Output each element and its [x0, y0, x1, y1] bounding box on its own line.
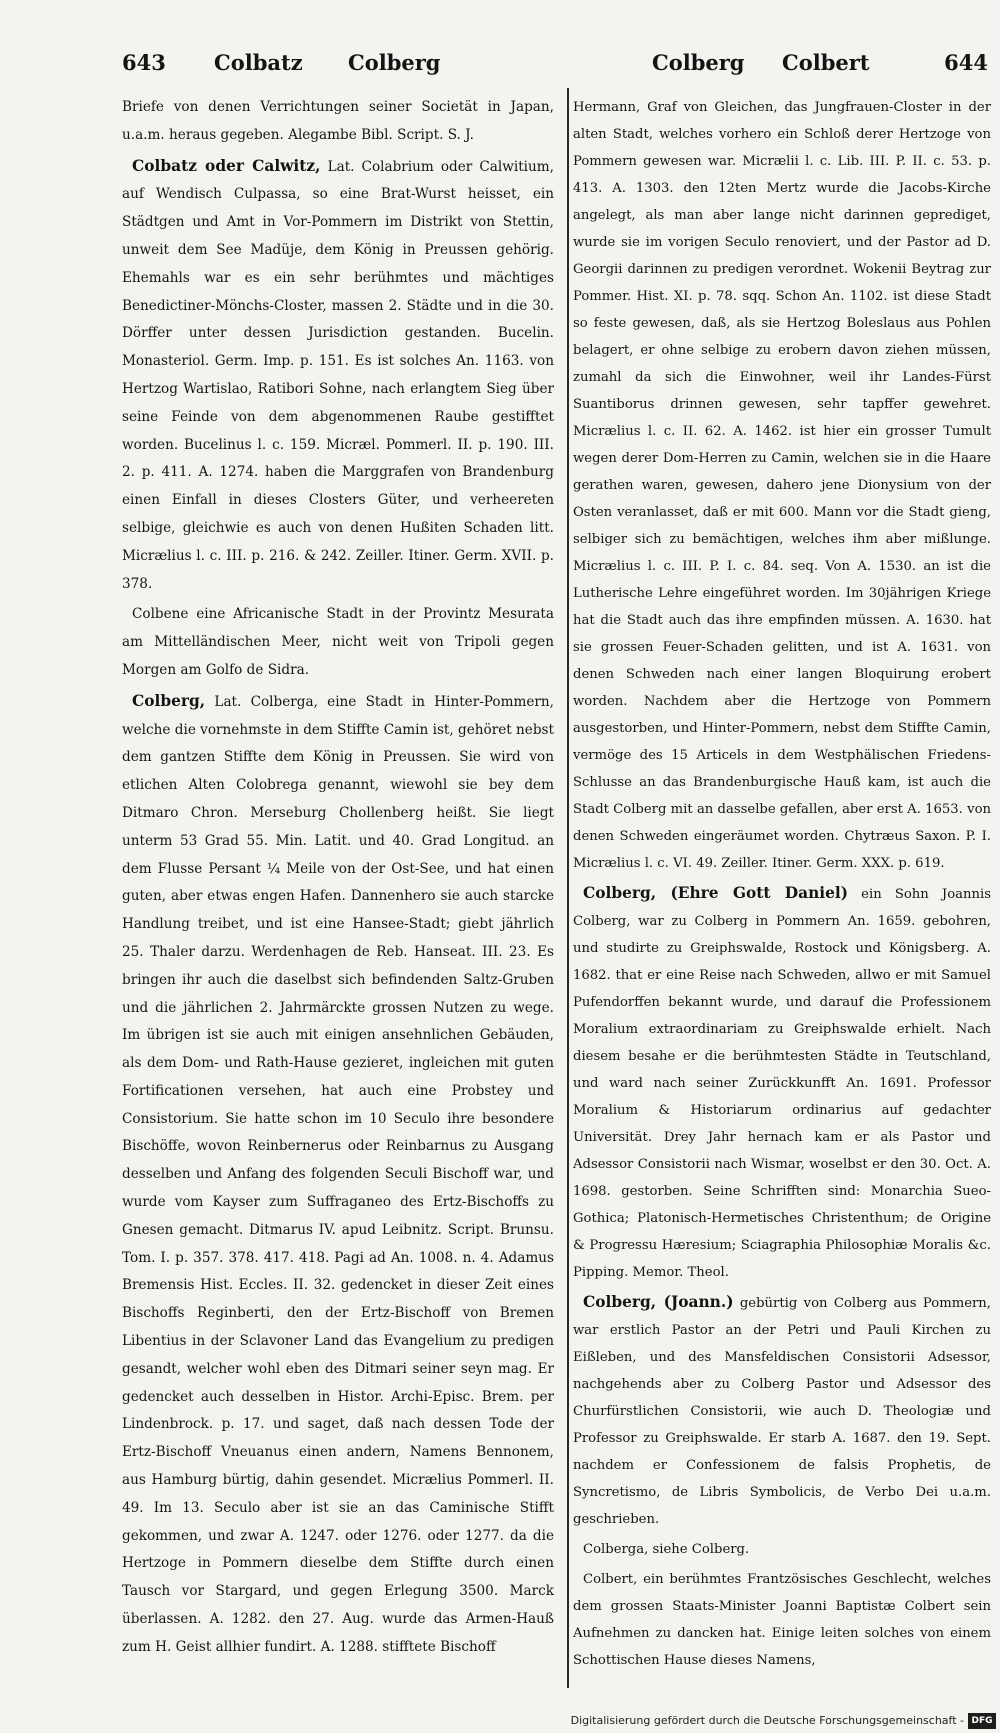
entry-text: Briefe von denen Verrichtungen seiner Societät in Japan, u.a.m. heraus gegeben. Alegambe Bibl. Script. S. J. [122, 99, 554, 143]
entry-text: gebürtig von Colberg aus Pommern, war erstlich Pastor an der Petri und Pauli Kirchen zu Eißleben, und des Mansfeldischen Consistorii Adsessor, nachgehends aber zu Colberg Pastor und Adsessor des Churfürstlichen Consistorii, wie auch D. Theologiæ und Professor zu Greiphswalde. Er starb A. 1687. den 19. Sept. nachdem er Confessionem de falsis Prophetis, de Syncretismo, de Libris Symbolicis, de Verbo Dei u.a.m. geschrieben. [573, 1296, 991, 1527]
entry-paragraph [573, 880, 991, 1286]
entry-paragraph [573, 1566, 991, 1674]
entry-lemma: Colbatz oder Calwitz, [132, 156, 321, 175]
entry-paragraph [122, 601, 554, 684]
catchword-right-2: Colbert [782, 50, 870, 75]
entry-paragraph [573, 94, 991, 877]
catchword-right-1: Colberg [652, 50, 745, 75]
left-column [122, 94, 554, 1665]
entry-text: Lat. Colberga, eine Stadt in Hinter-Pommern, welche die vornehmste in dem Stiffte Camin ist, gehöret nebst dem gantzen Stiffte dem König in Preussen. Sie wird von etlichen Alten Colobrega genannt, wiewohl sie bey dem Ditmaro Chron. Merseburg Chollenberg heißt. Sie liegt unterm 53 Grad 55. Min. Latit. und 40. Grad Longitud. an dem Flusse Persant ¼ Meile von der Ost-See, und hat einen guten, aber etwas engen Hafen. Dannenhero sie auch starcke Handlung treibet, und ist eine Hansee-Stadt; giebt jährlich 25. Thaler darzu. Werdenhagen de Reb. Hanseat. III. 23. Es bringen ihr auch die daselbst sich befindenden Saltz-Gruben und die jährlichen 2. Jahrmärckte grossen Nutzen zu wege. Im übrigen ist sie auch mit einigen ansehnlichen Gebäuden, als dem Dom- und Rath-Hause gezieret, ingleichen mit guten Fortificationen versehen, hat auch eine Probstey und Consistorium. Sie hatte schon im 10 Seculo ihre besondere Bischöffe, wovon Reinbernerus oder Reinbarnus zu Ausgang desselben und Anfang des folgenden Seculi Bischoff war, und wurde vom Kayser zum Suffraganeo des Ertz-Bischoffs zu Gnesen gemacht. Ditmarus IV. apud Leibnitz. Script. Brunsu. Tom. I. p. 357. 378. 417. 418. Pagi ad An. 1008. n. 4. Adamus Bremensis Hist. Eccles. II. 32. gedencket in dieser Zeit eines Bischoffs Reginberti, den der Ertz-Bischoff von Bremen Libentius in der Sclavoner Land das Evangelium zu predigen gesandt, welcher wohl eben des Ditmari seiner seyn mag. Er gedencket auch desselben in Histor. Archi-Episc. Brem. per Lindenbrock. p. 17. und saget, daß nach dessen Tode der Ertz-Bischoff Vneuanus einen andern, Namens Bennonem, aus Hamburg bürtig, dahin gesendet. Micrælius Pommerl. II. 49. Im 13. Seculo aber ist sie an das Caminische Stifft gekommen, und zwar A. 1247. oder 1276. oder 1277. da die Hertzoge in Pommern dieselbe dem Stiffte durch einen Tausch vor Stargard, und gegen Erlegung 3500. Marck überlassen. A. 1282. den 27. Aug. wurde das Armen-Hauß zum H. Geist allhier fundirt. A. 1288. stifftete Bischoff [122, 693, 554, 1655]
entry-paragraph [573, 1536, 991, 1563]
catchword-left-2: Colberg [348, 50, 441, 75]
entry-text: Colberga, siehe Colberg. [583, 1542, 750, 1557]
page-number-left: 643 [122, 50, 166, 75]
entry-text: Lat. Colabrium oder Calwitium, auf Wendisch Culpassa, so eine Brat-Wurst heisset, ein Städtgen und Amt in Vor-Pommern im Distrikt von Stettin, unweit dem See Madüje, dem König in Preussen gehörig. Ehemahls war es ein sehr berühmtes und mächtiges Benedictiner-Mönchs-Closter, massen 2. Städte und in die 30. Dörffer unter dessen Jurisdiction gestanden. Bucelin. Monasteriol. Germ. Imp. p. 151. Es ist solches An. 1163. von Hertzog Wartislao, Ratibori Sohne, nach erlangtem Sieg über seine Feinde von dem abgenommenen Raube gestifftet worden. Bucelinus l. c. 159. Micræl. Pommerl. II. p. 190. III. 2. p. 411. A. 1274. haben die Marggrafen von Brandenburg einen Einfall in dieses Closters Güter, und verheereten selbige, gleichwie es auch von denen Hußiten Schaden litt. Micrælius l. c. III. p. 216. & 242. Zeiller. Itiner. Germ. XVII. p. 378. [122, 158, 554, 592]
right-column [573, 94, 991, 1677]
entry-text: Colbert, ein berühmtes Frantzösisches Geschlecht, welches dem grossen Staats-Minister Joanni Baptistæ Colbert sein Aufnehmen zu dancken hat. Einige leiten solches von einem Schottischen Hause dieses Namens, [573, 1572, 991, 1668]
entry-text: Colbene eine Africanische Stadt in der Provintz Mesurata am Mittelländischen Meer, nicht weit von Tripoli gegen Morgen am Golfo de Sidra. [122, 606, 554, 678]
entry-paragraph [122, 153, 554, 599]
page-number-right: 644 [944, 50, 988, 75]
entry-text: Hermann, Graf von Gleichen, das Jungfrauen-Closter in der alten Stadt, welches vorhero ein Schloß derer Hertzoge von Pommern gewesen war. Micrælii l. c. Lib. III. P. II. c. 53. p. 413. A. 1303. den 12ten Mertz wurde die Jacobs-Kirche angelegt, als man aber lange nicht darinnen geprediget, wurde sie im vorigen Seculo renoviert, und der Pastor ad D. Georgii darinnen zu predigen verordnet. Wokenii Beytrag zur Pommer. Hist. XI. p. 78. sqq. Schon An. 1102. ist diese Stadt so feste gewesen, daß, als sie Hertzog Boleslaus aus Pohlen belagert, er ohne selbige zu erobern davon ziehen müssen, zumahl da sich die Einwohner, weil ihr Landes-Fürst Suantiborus drinnen gewesen, sehr tapffer gewehret. Micrælius l. c. II. 62. A. 1462. ist hier ein grosser Tumult wegen derer Dom-Herren zu Camin, welchen sie in die Haare gerathen waren, gewesen, dahero jene Dionysium von der Osten veranlasset, daß er mit 600. Mann vor die Stadt gieng, selbiger sich zu bemächtigen, welches ihm aber mißlunge. Micrælius l. c. III. P. I. c. 84. seq. Von A. 1530. an ist die Lutherische Lehre eingeführet worden. Im 30jährigen Kriege hat die Stadt auch das ihre empfinden müssen. A. 1630. hat sie grossen Feuer-Schaden gelitten, und ist A. 1631. von denen Schweden nach einer langen Bloquirung erobert worden. Nachdem aber die Hertzoge von Pommern ausgestorben, und Hinter-Pommern, nebst dem Stiffte Camin, vermöge des 15 Articels in dem Westphälischen Friedens-Schlusse an das Brandenburgische Hauß kam, ist auch die Stadt Colberg mit an dasselbe gefallen, aber erst A. 1653. von denen Schweden eingeräumet worden. Chytræus Saxon. P. I. Micrælius l. c. VI. 49. Zeiller. Itiner. Germ. XXX. p. 619. [573, 100, 991, 871]
entry-lemma: Colberg, [132, 691, 206, 710]
digitization-credit: Digitalisierung gefördert durch die Deutsche Forschungsgemeinschaft - [570, 1714, 964, 1727]
running-header [122, 44, 988, 84]
entry-text: ein Sohn Joannis Colberg, war zu Colberg in Pommern An. 1659. gebohren, und studirte zu Greiphswalde, Rostock und Königsberg. A. 1682. that er eine Reise nach Schweden, allwo er mit Samuel Pufendorffen bekannt wurde, und darauf die Professionem Moralium extraordinariam zu Greiphswalde erhielt. Nach diesem besahe er die berühmtesten Städte in Teutschland, und ward nach seiner Zurückkunfft An. 1691. Professor Moralium & Historiarum ordinarius auf gedachter Universität. Drey Jahr hernach kam er als Pastor und Adsessor Consistorii nach Wismar, woselbst er den 30. Oct. A. 1698. gestorben. Seine Schrifften sind: Monarchia Sueo-Gothica; Platonisch-Hermetisches Christenthum; de Origine & Progressu Hæresium; Sciagraphia Philosophiæ Moralis &c. Pipping. Memor. Theol. [573, 887, 991, 1280]
entry-paragraph [122, 94, 554, 150]
entry-paragraph [573, 1289, 991, 1533]
entry-lemma: Colberg, (Ehre Gott Daniel) [583, 884, 849, 902]
entry-lemma: Colberg, (Joann.) [583, 1293, 734, 1311]
dfg-logo: DFG [968, 1713, 996, 1729]
catchword-left-1: Colbatz [214, 50, 303, 75]
column-divider [567, 88, 569, 1688]
entry-paragraph [122, 688, 554, 1662]
